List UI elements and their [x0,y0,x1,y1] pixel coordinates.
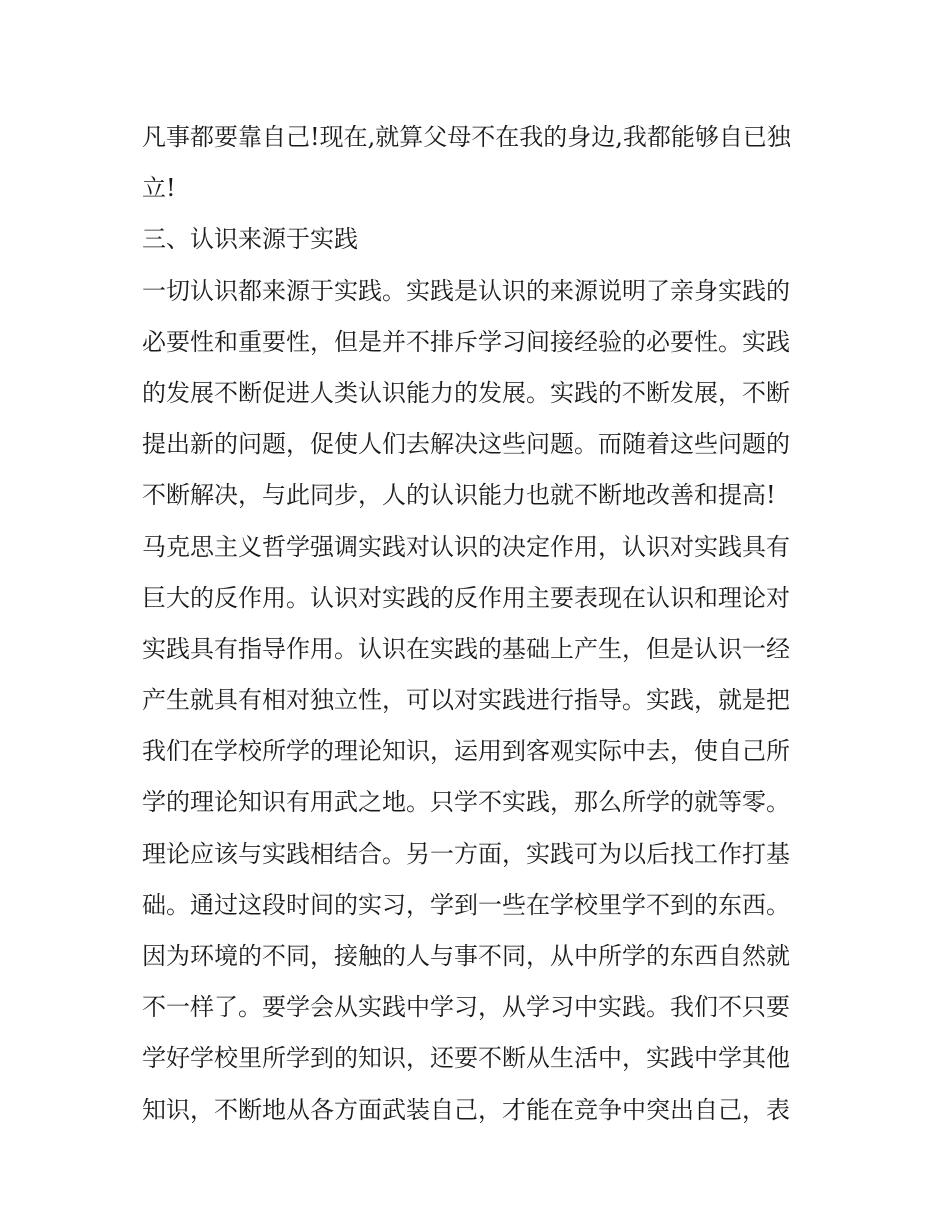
text-line: 提出新的问题，促使人们去解决这些问题。而随着这些问题的 [142,430,790,459]
text-line: 产生就具有相对独立性，可以对实践进行指导。实践，就是把 [142,686,790,715]
text-line: 础。通过这段时间的实习，学到一些在学校里学不到的东西。 [142,890,790,919]
text-line: 理论应该与实践相结合。另一方面，实践可为以后找工作打基 [142,839,790,868]
text-line: 实践具有指导作用。认识在实践的基础上产生，但是认识一经 [142,634,790,663]
text-line: 巨大的反作用。认识对实践的反作用主要表现在认识和理论对 [142,583,790,612]
text-line: 不断解决，与此同步，人的认识能力也就不断地改善和提高! [142,481,776,510]
text-line: 的发展不断促进人类认识能力的发展。实践的不断发展，不断 [142,378,790,407]
text-line: 学好学校里所学到的知识，还要不断从生活中，实践中学其他 [142,1044,790,1073]
text-line: 不一样了。要学会从实践中学习，从学习中实践。我们不只要 [142,993,790,1022]
text-line: 一切认识都来源于实践。实践是认识的来源说明了亲身实践的 [142,276,790,305]
text-line: 马克思主义哲学强调实践对认识的决定作用，认识对实践具有 [142,532,790,561]
section-heading: 三、认识来源于实践 [142,225,358,254]
text-line: 必要性和重要性，但是并不排斥学习间接经验的必要性。实践 [142,327,790,356]
text-line: 因为环境的不同，接触的人与事不同，从中所学的东西自然就 [142,942,790,970]
body-text [142,112,822,1136]
text-line: 我们在学校所学的理论知识，运用到客观实际中去，使自己所 [142,737,790,766]
text-line: 凡事都要靠自己!现在,就算父母不在我的身边,我都能够自已独 [142,123,791,151]
text-line: 立! [142,174,176,203]
text-line: 知识，不断地从各方面武装自己，才能在竞争中突出自己，表 [142,1095,790,1124]
text-line: 学的理论知识有用武之地。只学不实践，那么所学的就等零。 [142,788,790,817]
